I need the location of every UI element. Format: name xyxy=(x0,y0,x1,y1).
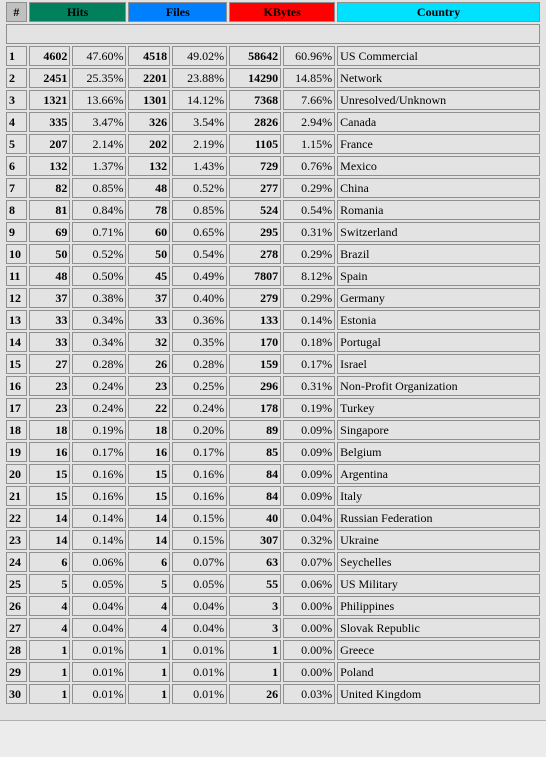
hits-value: 4 xyxy=(29,618,71,638)
kbytes-percent: 0.76% xyxy=(283,156,335,176)
row-number: 6 xyxy=(6,156,27,176)
hits-value: 33 xyxy=(29,310,71,330)
hits-value: 82 xyxy=(29,178,71,198)
hits-percent: 0.04% xyxy=(72,596,126,616)
table-row xyxy=(6,200,540,220)
kbytes-value: 89 xyxy=(229,420,281,440)
kbytes-value: 524 xyxy=(229,200,281,220)
hits-percent: 0.01% xyxy=(72,662,126,682)
hits-value: 1321 xyxy=(29,90,71,110)
kbytes-value: 133 xyxy=(229,310,281,330)
hits-value: 14 xyxy=(29,530,71,550)
files-value: 5 xyxy=(128,574,170,594)
table-row xyxy=(6,68,540,88)
row-number: 4 xyxy=(6,112,27,132)
files-percent: 23.88% xyxy=(172,68,227,88)
country-name: US Military xyxy=(337,574,540,594)
table-row xyxy=(6,222,540,242)
kbytes-percent: 0.09% xyxy=(283,420,335,440)
row-number: 9 xyxy=(6,222,27,242)
kbytes-percent: 7.66% xyxy=(283,90,335,110)
kbytes-percent: 0.14% xyxy=(283,310,335,330)
country-name: US Commercial xyxy=(337,46,540,66)
kbytes-value: 729 xyxy=(229,156,281,176)
country-name: Seychelles xyxy=(337,552,540,572)
kbytes-value: 2826 xyxy=(229,112,281,132)
table-row xyxy=(6,354,540,374)
hits-percent: 0.24% xyxy=(72,376,126,396)
hits-value: 5 xyxy=(29,574,71,594)
files-percent: 1.43% xyxy=(172,156,227,176)
hits-percent: 0.14% xyxy=(72,508,126,528)
table-row xyxy=(6,662,540,682)
header-kbytes: KBytes xyxy=(229,2,335,22)
files-percent: 0.65% xyxy=(172,222,227,242)
kbytes-percent: 0.07% xyxy=(283,552,335,572)
kbytes-percent: 8.12% xyxy=(283,266,335,286)
table-row xyxy=(6,134,540,154)
country-name: Turkey xyxy=(337,398,540,418)
kbytes-value: 3 xyxy=(229,596,281,616)
kbytes-percent: 0.32% xyxy=(283,530,335,550)
files-value: 22 xyxy=(128,398,170,418)
hits-percent: 0.84% xyxy=(72,200,126,220)
row-number: 8 xyxy=(6,200,27,220)
files-value: 326 xyxy=(128,112,170,132)
hits-percent: 0.50% xyxy=(72,266,126,286)
row-number: 26 xyxy=(6,596,27,616)
hits-percent: 0.06% xyxy=(72,552,126,572)
country-name: Unresolved/Unknown xyxy=(337,90,540,110)
row-number: 23 xyxy=(6,530,27,550)
row-number: 1 xyxy=(6,46,27,66)
files-value: 15 xyxy=(128,486,170,506)
kbytes-value: 85 xyxy=(229,442,281,462)
header-separator xyxy=(6,24,540,44)
row-number: 19 xyxy=(6,442,27,462)
hits-value: 16 xyxy=(29,442,71,462)
files-value: 1 xyxy=(128,662,170,682)
files-value: 132 xyxy=(128,156,170,176)
table-row xyxy=(6,420,540,440)
kbytes-value: 1105 xyxy=(229,134,281,154)
files-value: 14 xyxy=(128,508,170,528)
hits-percent: 0.71% xyxy=(72,222,126,242)
files-value: 50 xyxy=(128,244,170,264)
table-row xyxy=(6,46,540,66)
header-num: # xyxy=(6,2,27,22)
hits-value: 27 xyxy=(29,354,71,374)
files-percent: 49.02% xyxy=(172,46,227,66)
kbytes-percent: 2.94% xyxy=(283,112,335,132)
row-number: 14 xyxy=(6,332,27,352)
table-row xyxy=(6,178,540,198)
country-name: United Kingdom xyxy=(337,684,540,704)
hits-percent: 3.47% xyxy=(72,112,126,132)
files-value: 32 xyxy=(128,332,170,352)
files-percent: 0.28% xyxy=(172,354,227,374)
kbytes-percent: 0.54% xyxy=(283,200,335,220)
files-value: 4518 xyxy=(128,46,170,66)
table-row xyxy=(6,332,540,352)
files-percent: 14.12% xyxy=(172,90,227,110)
country-name: Italy xyxy=(337,486,540,506)
files-percent: 0.04% xyxy=(172,596,227,616)
row-number: 21 xyxy=(6,486,27,506)
kbytes-value: 26 xyxy=(229,684,281,704)
files-percent: 0.25% xyxy=(172,376,227,396)
hits-value: 4 xyxy=(29,596,71,616)
hits-value: 132 xyxy=(29,156,71,176)
files-percent: 0.85% xyxy=(172,200,227,220)
files-percent: 3.54% xyxy=(172,112,227,132)
table-body xyxy=(6,46,540,704)
files-value: 1301 xyxy=(128,90,170,110)
kbytes-percent: 0.00% xyxy=(283,596,335,616)
kbytes-value: 14290 xyxy=(229,68,281,88)
files-percent: 0.20% xyxy=(172,420,227,440)
table-row xyxy=(6,508,540,528)
files-value: 60 xyxy=(128,222,170,242)
files-percent: 0.17% xyxy=(172,442,227,462)
kbytes-value: 40 xyxy=(229,508,281,528)
country-name: Poland xyxy=(337,662,540,682)
country-name: Ukraine xyxy=(337,530,540,550)
row-number: 7 xyxy=(6,178,27,198)
hits-percent: 0.38% xyxy=(72,288,126,308)
files-percent: 0.15% xyxy=(172,508,227,528)
files-percent: 0.15% xyxy=(172,530,227,550)
hits-value: 81 xyxy=(29,200,71,220)
kbytes-value: 58642 xyxy=(229,46,281,66)
country-name: Mexico xyxy=(337,156,540,176)
row-number: 15 xyxy=(6,354,27,374)
hits-value: 6 xyxy=(29,552,71,572)
hits-value: 1 xyxy=(29,684,71,704)
hits-percent: 0.34% xyxy=(72,310,126,330)
kbytes-percent: 14.85% xyxy=(283,68,335,88)
country-name: Spain xyxy=(337,266,540,286)
hits-value: 4602 xyxy=(29,46,71,66)
row-number: 12 xyxy=(6,288,27,308)
hits-percent: 2.14% xyxy=(72,134,126,154)
table-row xyxy=(6,486,540,506)
kbytes-value: 170 xyxy=(229,332,281,352)
files-value: 2201 xyxy=(128,68,170,88)
row-number: 5 xyxy=(6,134,27,154)
files-percent: 0.40% xyxy=(172,288,227,308)
files-percent: 0.01% xyxy=(172,684,227,704)
files-value: 202 xyxy=(128,134,170,154)
kbytes-percent: 0.31% xyxy=(283,222,335,242)
kbytes-value: 55 xyxy=(229,574,281,594)
country-stats-table xyxy=(4,0,542,706)
kbytes-value: 178 xyxy=(229,398,281,418)
hits-percent: 0.28% xyxy=(72,354,126,374)
country-name: Singapore xyxy=(337,420,540,440)
hits-value: 23 xyxy=(29,398,71,418)
kbytes-percent: 0.29% xyxy=(283,178,335,198)
table-row xyxy=(6,552,540,572)
kbytes-percent: 0.18% xyxy=(283,332,335,352)
files-percent: 0.04% xyxy=(172,618,227,638)
kbytes-value: 159 xyxy=(229,354,281,374)
hits-value: 23 xyxy=(29,376,71,396)
bottom-status-bar xyxy=(0,720,546,757)
hits-value: 207 xyxy=(29,134,71,154)
files-value: 45 xyxy=(128,266,170,286)
table-row xyxy=(6,376,540,396)
files-percent: 0.05% xyxy=(172,574,227,594)
files-value: 14 xyxy=(128,530,170,550)
table-row xyxy=(6,574,540,594)
hits-value: 1 xyxy=(29,662,71,682)
files-percent: 0.16% xyxy=(172,464,227,484)
hits-percent: 13.66% xyxy=(72,90,126,110)
row-number: 29 xyxy=(6,662,27,682)
hits-percent: 0.16% xyxy=(72,464,126,484)
row-number: 20 xyxy=(6,464,27,484)
kbytes-percent: 0.00% xyxy=(283,640,335,660)
hits-value: 18 xyxy=(29,420,71,440)
files-percent: 0.36% xyxy=(172,310,227,330)
files-percent: 0.24% xyxy=(172,398,227,418)
table-row xyxy=(6,156,540,176)
row-number: 2 xyxy=(6,68,27,88)
files-percent: 0.16% xyxy=(172,486,227,506)
table-row xyxy=(6,244,540,264)
table-row xyxy=(6,684,540,704)
files-value: 4 xyxy=(128,618,170,638)
row-number: 30 xyxy=(6,684,27,704)
hits-percent: 0.01% xyxy=(72,640,126,660)
header-files: Files xyxy=(128,2,227,22)
hits-value: 37 xyxy=(29,288,71,308)
files-percent: 0.07% xyxy=(172,552,227,572)
kbytes-percent: 60.96% xyxy=(283,46,335,66)
country-name: France xyxy=(337,134,540,154)
table-row xyxy=(6,398,540,418)
files-percent: 0.52% xyxy=(172,178,227,198)
table-row xyxy=(6,266,540,286)
hits-percent: 0.16% xyxy=(72,486,126,506)
files-percent: 0.01% xyxy=(172,662,227,682)
hits-percent: 0.52% xyxy=(72,244,126,264)
country-name: Israel xyxy=(337,354,540,374)
row-number: 3 xyxy=(6,90,27,110)
kbytes-percent: 0.17% xyxy=(283,354,335,374)
row-number: 24 xyxy=(6,552,27,572)
row-number: 28 xyxy=(6,640,27,660)
hits-value: 15 xyxy=(29,464,71,484)
files-value: 37 xyxy=(128,288,170,308)
row-number: 11 xyxy=(6,266,27,286)
country-name: Belgium xyxy=(337,442,540,462)
hits-percent: 1.37% xyxy=(72,156,126,176)
country-name: Switzerland xyxy=(337,222,540,242)
hits-percent: 0.34% xyxy=(72,332,126,352)
row-number: 18 xyxy=(6,420,27,440)
table-header-row xyxy=(6,2,540,22)
hits-value: 335 xyxy=(29,112,71,132)
table-row xyxy=(6,90,540,110)
hits-value: 33 xyxy=(29,332,71,352)
hits-percent: 0.85% xyxy=(72,178,126,198)
kbytes-value: 279 xyxy=(229,288,281,308)
files-percent: 0.01% xyxy=(172,640,227,660)
files-value: 23 xyxy=(128,376,170,396)
hits-percent: 0.24% xyxy=(72,398,126,418)
hits-percent: 47.60% xyxy=(72,46,126,66)
kbytes-percent: 0.29% xyxy=(283,288,335,308)
kbytes-percent: 0.29% xyxy=(283,244,335,264)
table-row xyxy=(6,442,540,462)
table-row xyxy=(6,112,540,132)
files-percent: 2.19% xyxy=(172,134,227,154)
country-name: Slovak Republic xyxy=(337,618,540,638)
table-row xyxy=(6,596,540,616)
row-number: 22 xyxy=(6,508,27,528)
country-name: Greece xyxy=(337,640,540,660)
hits-percent: 0.17% xyxy=(72,442,126,462)
row-number: 25 xyxy=(6,574,27,594)
kbytes-percent: 0.06% xyxy=(283,574,335,594)
row-number: 10 xyxy=(6,244,27,264)
kbytes-value: 277 xyxy=(229,178,281,198)
files-value: 16 xyxy=(128,442,170,462)
kbytes-value: 296 xyxy=(229,376,281,396)
hits-percent: 0.05% xyxy=(72,574,126,594)
country-name: Germany xyxy=(337,288,540,308)
kbytes-value: 7807 xyxy=(229,266,281,286)
files-value: 18 xyxy=(128,420,170,440)
kbytes-percent: 0.09% xyxy=(283,486,335,506)
header-hits: Hits xyxy=(29,2,127,22)
hits-percent: 0.19% xyxy=(72,420,126,440)
country-name: Canada xyxy=(337,112,540,132)
files-value: 78 xyxy=(128,200,170,220)
kbytes-value: 63 xyxy=(229,552,281,572)
row-number: 17 xyxy=(6,398,27,418)
hits-percent: 0.01% xyxy=(72,684,126,704)
kbytes-value: 307 xyxy=(229,530,281,550)
table-row xyxy=(6,530,540,550)
kbytes-percent: 0.09% xyxy=(283,464,335,484)
files-percent: 0.49% xyxy=(172,266,227,286)
kbytes-value: 1 xyxy=(229,662,281,682)
kbytes-percent: 0.00% xyxy=(283,662,335,682)
kbytes-value: 1 xyxy=(229,640,281,660)
hits-value: 15 xyxy=(29,486,71,506)
hits-percent: 0.14% xyxy=(72,530,126,550)
hits-value: 2451 xyxy=(29,68,71,88)
kbytes-percent: 0.31% xyxy=(283,376,335,396)
kbytes-value: 7368 xyxy=(229,90,281,110)
hits-value: 48 xyxy=(29,266,71,286)
kbytes-percent: 0.19% xyxy=(283,398,335,418)
country-name: Argentina xyxy=(337,464,540,484)
hits-value: 1 xyxy=(29,640,71,660)
kbytes-value: 84 xyxy=(229,464,281,484)
files-value: 6 xyxy=(128,552,170,572)
kbytes-percent: 0.03% xyxy=(283,684,335,704)
table-row xyxy=(6,310,540,330)
kbytes-percent: 0.04% xyxy=(283,508,335,528)
kbytes-percent: 0.09% xyxy=(283,442,335,462)
kbytes-percent: 1.15% xyxy=(283,134,335,154)
kbytes-percent: 0.00% xyxy=(283,618,335,638)
hits-value: 69 xyxy=(29,222,71,242)
country-name: Estonia xyxy=(337,310,540,330)
table-row xyxy=(6,288,540,308)
files-value: 1 xyxy=(128,640,170,660)
country-name: Brazil xyxy=(337,244,540,264)
files-value: 48 xyxy=(128,178,170,198)
hits-value: 50 xyxy=(29,244,71,264)
row-number: 27 xyxy=(6,618,27,638)
kbytes-value: 278 xyxy=(229,244,281,264)
hits-percent: 25.35% xyxy=(72,68,126,88)
files-percent: 0.54% xyxy=(172,244,227,264)
country-name: China xyxy=(337,178,540,198)
files-value: 4 xyxy=(128,596,170,616)
header-country: Country xyxy=(337,2,540,22)
country-name: Portugal xyxy=(337,332,540,352)
files-value: 26 xyxy=(128,354,170,374)
kbytes-value: 295 xyxy=(229,222,281,242)
files-value: 1 xyxy=(128,684,170,704)
table-row xyxy=(6,640,540,660)
country-name: Network xyxy=(337,68,540,88)
table-row xyxy=(6,618,540,638)
hits-percent: 0.04% xyxy=(72,618,126,638)
files-value: 15 xyxy=(128,464,170,484)
country-name: Romania xyxy=(337,200,540,220)
files-value: 33 xyxy=(128,310,170,330)
kbytes-value: 84 xyxy=(229,486,281,506)
row-number: 16 xyxy=(6,376,27,396)
hits-value: 14 xyxy=(29,508,71,528)
kbytes-value: 3 xyxy=(229,618,281,638)
row-number: 13 xyxy=(6,310,27,330)
country-name: Philippines xyxy=(337,596,540,616)
files-percent: 0.35% xyxy=(172,332,227,352)
country-name: Non-Profit Organization xyxy=(337,376,540,396)
table-row xyxy=(6,464,540,484)
country-name: Russian Federation xyxy=(337,508,540,528)
